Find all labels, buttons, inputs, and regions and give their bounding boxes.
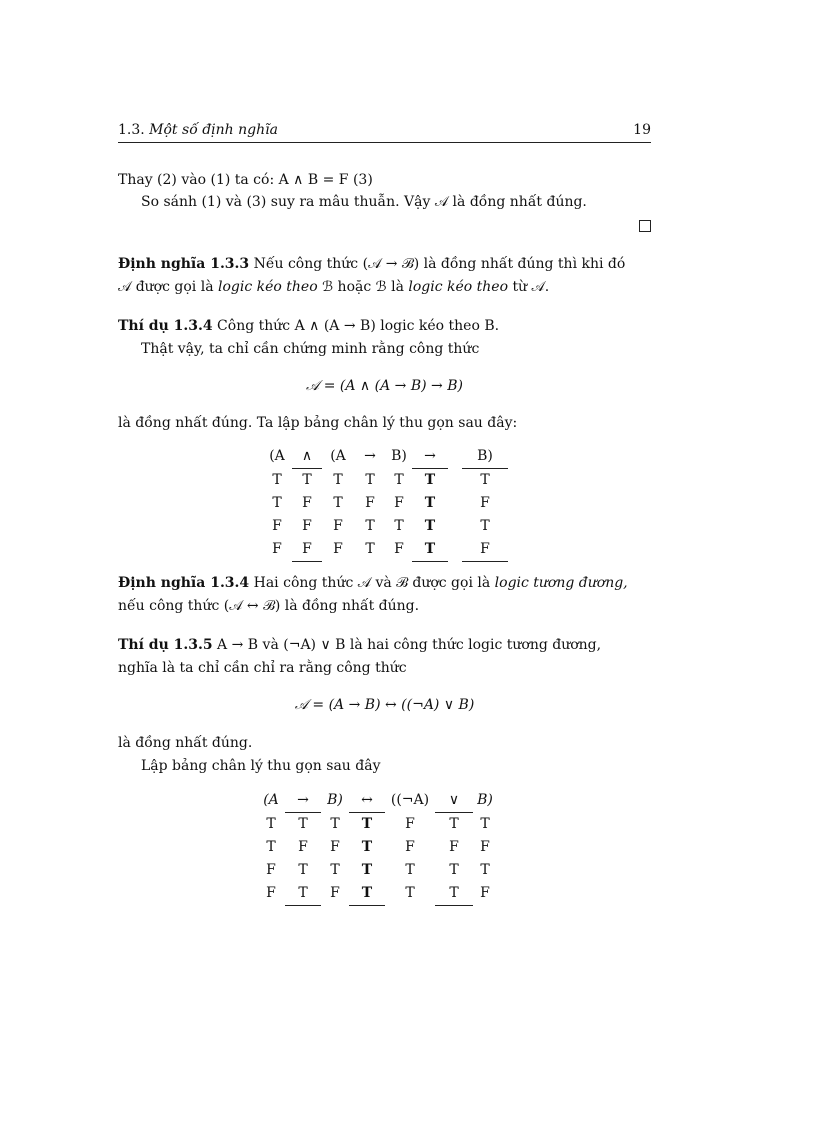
table-cell: F (298, 839, 308, 855)
section-number: 1.3. (118, 122, 145, 138)
truth-table-2 (257, 789, 497, 906)
table-cell: ∨ (435, 789, 473, 813)
table-cell: B) (477, 792, 493, 809)
text-line: nghĩa là ta chỉ cần chỉ ra rằng công thức (118, 660, 407, 676)
table-cell: T (330, 862, 340, 878)
table-row (262, 469, 508, 493)
text: từ 𝒜. (508, 279, 550, 295)
section-heading (118, 122, 278, 138)
table-cell: T (298, 816, 308, 832)
emphasis: logic tương đương, (494, 575, 628, 591)
table-cell: T (302, 472, 312, 488)
table-cell: F (333, 518, 343, 534)
text-line: Thay (2) vào (1) ta có: A ∧ B = F (3) (118, 172, 373, 188)
text-line: nếu công thức (𝒜 ↔ ℬ) là đồng nhất đúng. (118, 598, 420, 614)
emphasis: logic kéo theo (408, 279, 509, 295)
table-cell: F (480, 885, 490, 902)
table-cell: F (480, 839, 490, 855)
table-cell: B) (391, 448, 407, 465)
table-cell: → (412, 445, 448, 469)
table-cell: (A (269, 448, 285, 465)
table-cell: F (266, 862, 276, 878)
table-cell: T (412, 538, 448, 562)
table-row (257, 836, 497, 859)
text-line: Lập bảng chân lý thu gọn sau đây (141, 758, 381, 774)
table-cell: T (266, 815, 276, 832)
table-cell: T (349, 882, 385, 906)
table-cell: T (285, 882, 321, 906)
definition-1-3-4 (118, 573, 651, 593)
table-cell: F (330, 839, 340, 855)
table-cell: T (298, 862, 308, 878)
table-cell: T (405, 862, 415, 878)
definition-1-3-3 (118, 254, 651, 274)
table-cell: F (333, 541, 343, 558)
table-cell: F (272, 518, 282, 534)
table-cell: T (333, 471, 343, 488)
formula: 𝒜 = (A ∧ (A → B) → B) (306, 378, 463, 394)
table-cell: F (405, 839, 415, 855)
table-cell: F (272, 541, 282, 558)
table-cell: T (330, 815, 340, 832)
table-cell: T (480, 815, 490, 832)
section-title: Một số định nghĩa (149, 122, 278, 138)
table-cell: T (394, 518, 404, 534)
table-cell: T (272, 471, 282, 488)
definition-title: Định nghĩa 1.3.4 (118, 575, 250, 591)
table-cell: F (449, 839, 459, 855)
table-header-row (257, 789, 497, 813)
text: Công thức A ∧ (A → B) logic kéo theo B. (212, 318, 500, 334)
table-cell: F (330, 885, 340, 902)
table-cell: T (449, 816, 459, 832)
table-row (262, 538, 508, 562)
definition-title: Định nghĩa 1.3.3 (118, 256, 250, 272)
table-row (257, 859, 497, 882)
text-line: Thật vậy, ta chỉ cần chứng minh rằng công thức (141, 341, 480, 357)
table-cell: → (364, 448, 376, 465)
text: A → B và (¬A) ∨ B là hai công thức logic tương đương, (212, 637, 602, 653)
table-cell: F (302, 495, 312, 511)
table-cell: B) (327, 792, 343, 809)
table-cell: F (292, 538, 322, 562)
table-cell: F (365, 495, 375, 511)
table-cell: ((¬A) (390, 792, 430, 809)
text: Hai công thức 𝒜 và ℬ được gọi là (249, 575, 495, 591)
page-number: 19 (633, 122, 651, 138)
text-line: là đồng nhất đúng. Ta lập bảng chân lý thu gọn sau đây: (118, 415, 518, 431)
table-cell: F (302, 518, 312, 534)
table-cell: (A (263, 792, 279, 809)
example-title: Thí dụ 1.3.5 (118, 637, 213, 653)
table-row (262, 492, 508, 515)
example-title: Thí dụ 1.3.4 (118, 318, 213, 334)
table-cell: T (480, 862, 490, 878)
table-cell: T (424, 472, 436, 488)
table-cell: T (361, 862, 373, 878)
truth-table-1 (262, 445, 508, 562)
table-cell: T (424, 518, 436, 534)
table-cell: T (435, 882, 473, 906)
text: Nếu công thức (𝒜 → ℬ) là đồng nhất đúng thì khi đó (249, 256, 626, 272)
qed-box (639, 220, 651, 232)
text-line: là đồng nhất đúng. (118, 735, 253, 751)
table-cell: ∧ (292, 445, 322, 469)
emphasis: logic kéo theo (218, 279, 318, 295)
example-1-3-5 (118, 635, 651, 655)
formula: 𝒜 = (A → B) ↔ ((¬A) ∨ B) (294, 697, 475, 713)
table-cell: T (361, 839, 373, 855)
table-cell: T (361, 816, 373, 832)
table-row (257, 813, 497, 837)
table-cell: (A (330, 448, 346, 465)
table-cell: F (394, 541, 404, 558)
table-cell: T (365, 541, 375, 558)
text-line (118, 277, 651, 297)
table-cell: F (480, 495, 490, 511)
text: 𝒜 được gọi là (118, 279, 218, 295)
table-cell: T (424, 495, 436, 511)
table-cell: T (272, 495, 282, 511)
text-line: So sánh (1) và (3) suy ra mâu thuẫn. Vậy 𝒜 là đồng nhất đúng. (141, 194, 587, 210)
text: ℬ hoặc ℬ là (317, 279, 409, 295)
table-cell: T (266, 839, 276, 855)
table-cell: F (405, 815, 415, 832)
table-cell: T (449, 862, 459, 878)
table-cell: F (394, 495, 404, 511)
table-cell: T (394, 471, 404, 488)
table-row (257, 882, 497, 906)
table-cell: F (462, 538, 508, 562)
table-row (262, 515, 508, 538)
table-cell: → (285, 789, 321, 813)
table-cell: T (405, 885, 415, 902)
table-cell: B) (462, 445, 508, 469)
table-cell: ↔ (349, 789, 385, 813)
table-cell: F (266, 885, 276, 902)
table-cell: T (480, 518, 490, 534)
table-cell: T (365, 471, 375, 488)
table-cell: T (480, 472, 490, 488)
example-1-3-4 (118, 316, 651, 336)
running-header (118, 122, 651, 143)
table-cell: T (365, 518, 375, 534)
table-cell: T (333, 495, 343, 511)
table-header-row (262, 445, 508, 469)
